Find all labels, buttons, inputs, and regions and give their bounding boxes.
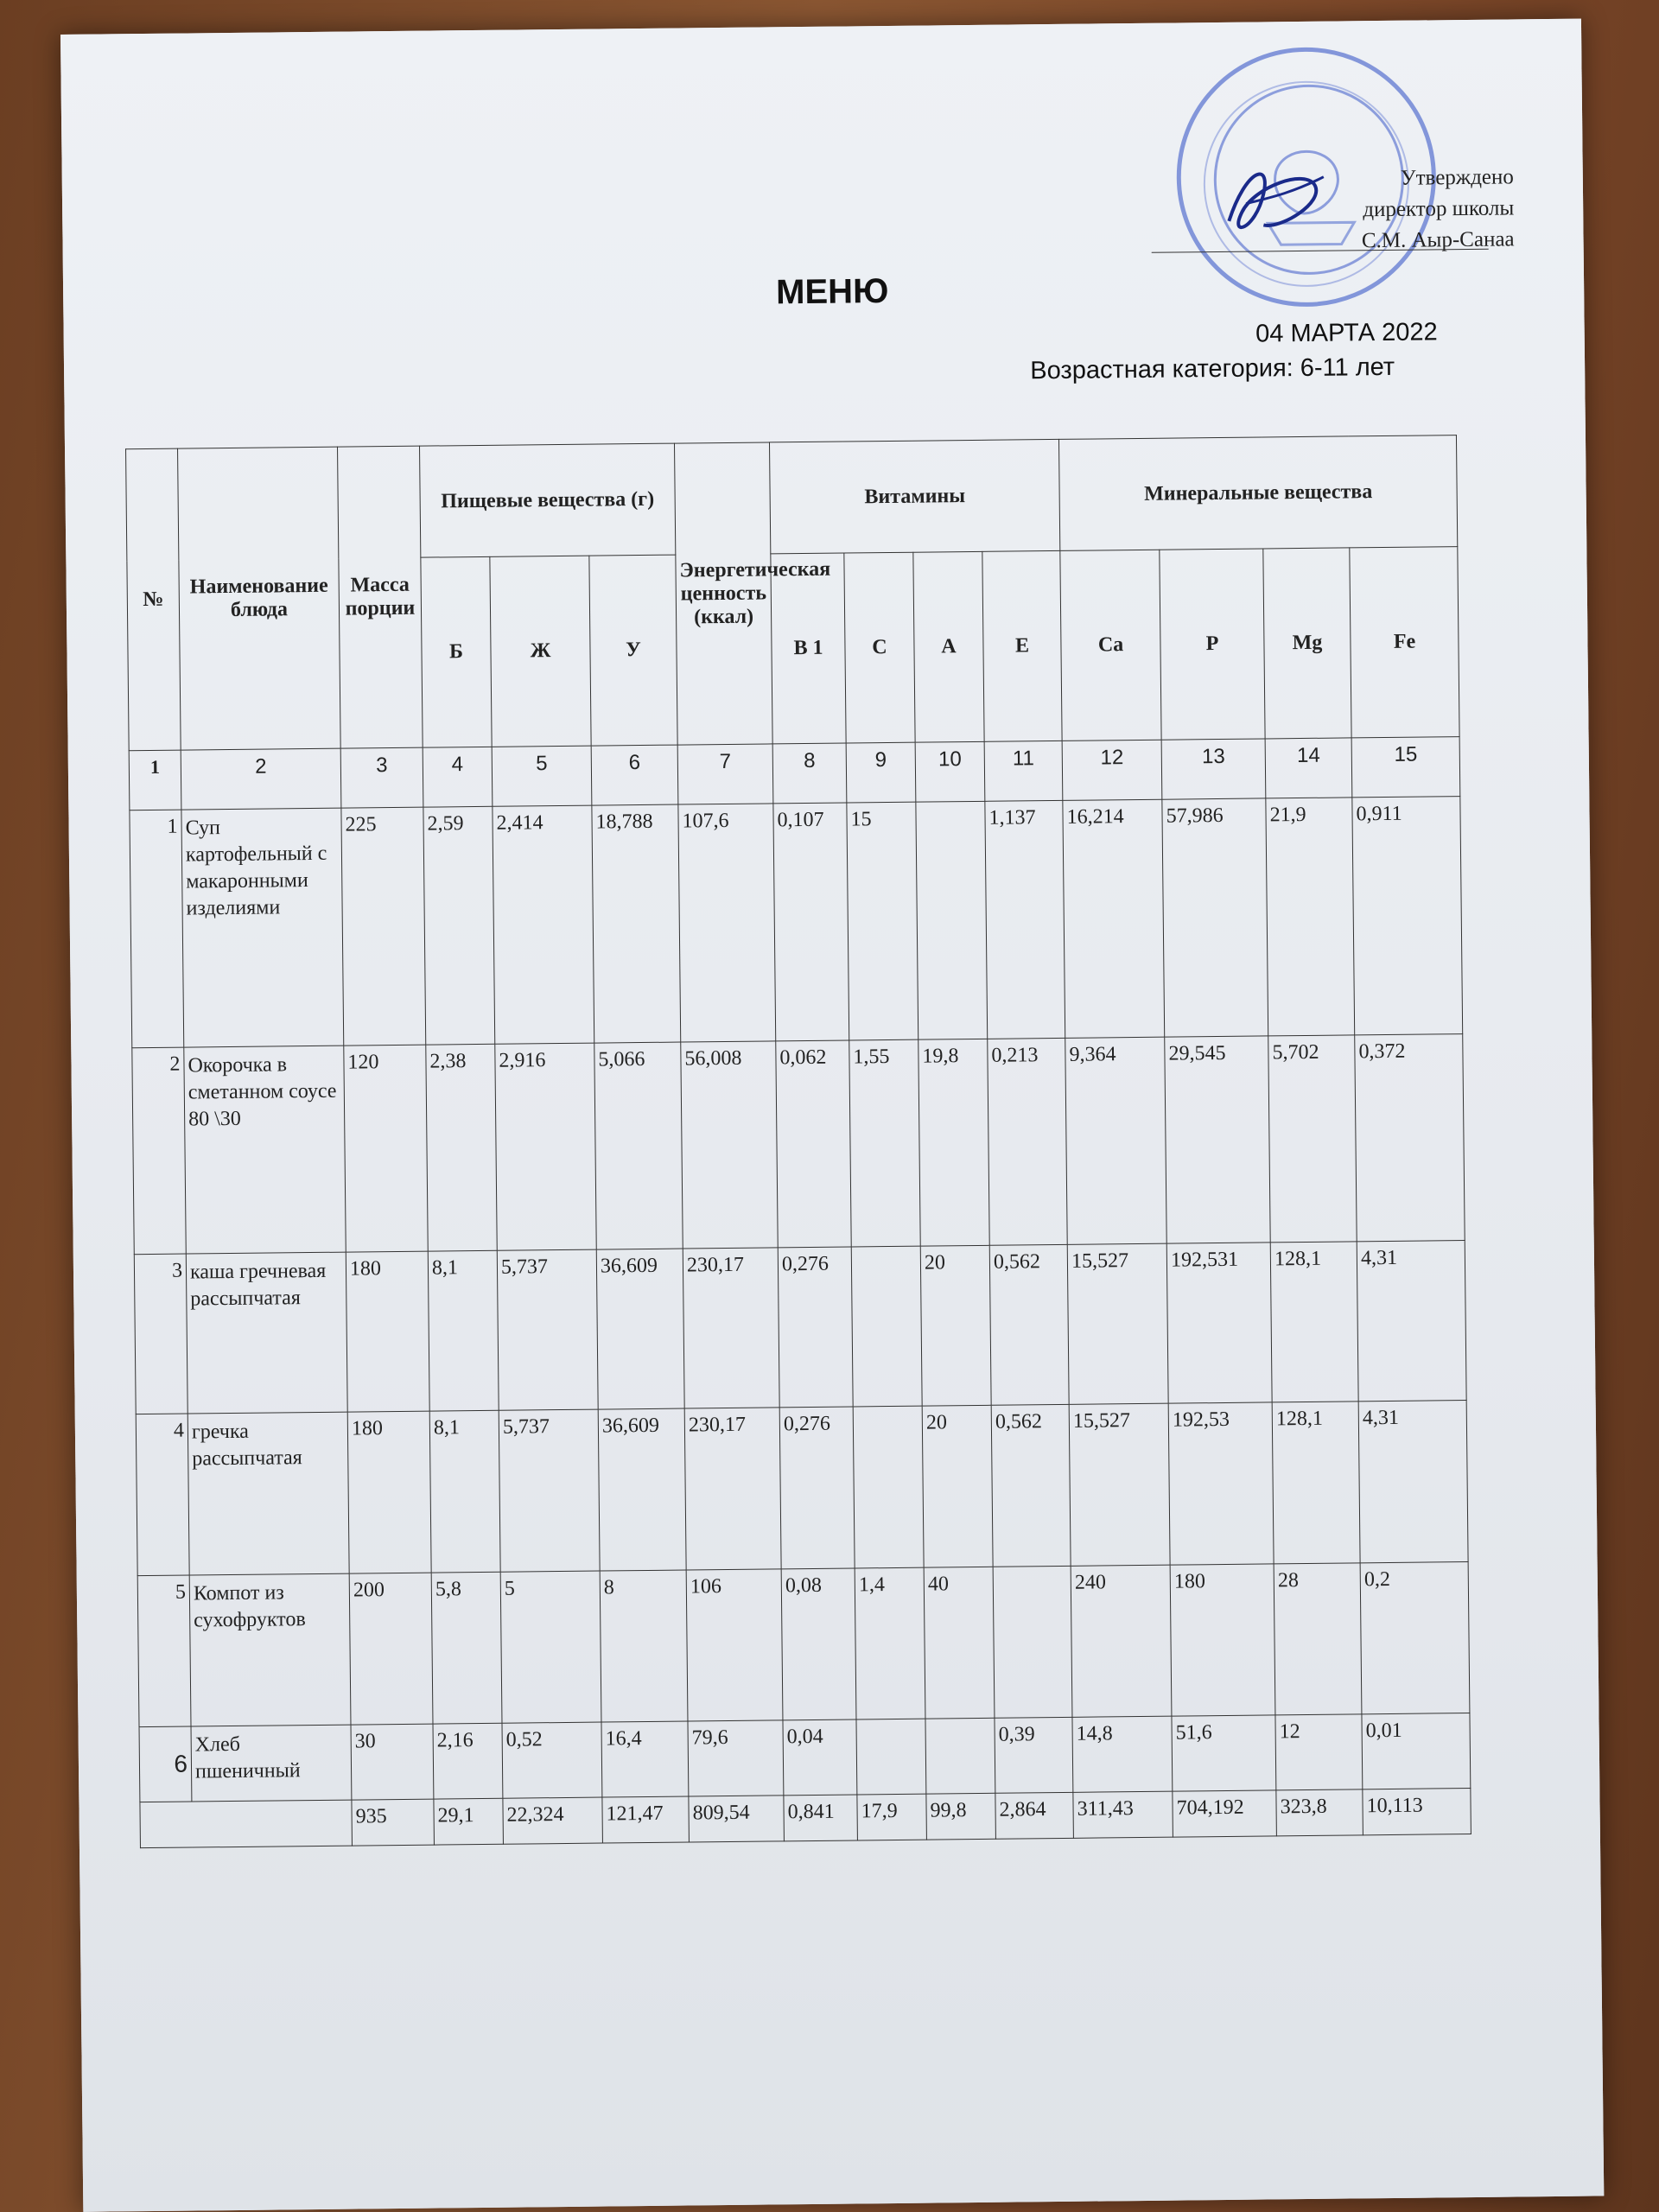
cell-vitamin-a: 19,8 bbox=[918, 1039, 989, 1246]
column-number: 2 bbox=[181, 748, 341, 810]
cell-fat: 5,737 bbox=[497, 1249, 598, 1410]
cell-vitamin-b1: 0,08 bbox=[781, 1568, 856, 1720]
cell-carbs: 5,066 bbox=[594, 1042, 683, 1249]
dish-name: Суп картофельный с макаронными изделиями bbox=[181, 808, 344, 1047]
cell-magnesium: 21,9 bbox=[1266, 798, 1355, 1036]
header-vitamin-e: Е bbox=[982, 550, 1062, 741]
cell-energy: 106 bbox=[686, 1569, 783, 1721]
cell-iron: 0,911 bbox=[1352, 797, 1463, 1035]
header-iron: Fe bbox=[1350, 547, 1459, 738]
cell-carbs: 36,609 bbox=[598, 1408, 686, 1571]
header-vitamin-c: С bbox=[844, 552, 915, 743]
cell-mass: 225 bbox=[341, 807, 426, 1046]
approval-position: директор школы bbox=[1363, 196, 1515, 222]
total-calcium: 311,43 bbox=[1073, 1791, 1173, 1838]
column-number: 4 bbox=[423, 747, 493, 807]
cell-fat: 2,916 bbox=[495, 1043, 596, 1250]
cell-vitamin-c bbox=[853, 1406, 924, 1568]
table-row bbox=[134, 1241, 1466, 1414]
column-number: 5 bbox=[492, 746, 592, 806]
cell-vitamin-e: 0,562 bbox=[991, 1404, 1071, 1567]
cell-vitamin-a: 20 bbox=[920, 1245, 991, 1406]
header-vitamin-a: А bbox=[913, 551, 984, 742]
column-number: 11 bbox=[984, 741, 1063, 801]
cell-vitamin-b1: 0,062 bbox=[776, 1040, 851, 1248]
cell-magnesium: 12 bbox=[1275, 1714, 1363, 1790]
total-mass: 935 bbox=[352, 1799, 435, 1846]
cell-calcium: 16,214 bbox=[1063, 799, 1165, 1038]
cell-mass: 30 bbox=[351, 1724, 434, 1800]
director-signature bbox=[1211, 151, 1332, 247]
column-number: 15 bbox=[1351, 737, 1460, 798]
cell-fat: 0,52 bbox=[502, 1722, 602, 1798]
total-energy: 809,54 bbox=[689, 1796, 785, 1842]
dish-name: гречка рассыпчатая bbox=[188, 1412, 349, 1575]
row-index: 4 bbox=[136, 1414, 189, 1576]
total-magnesium: 323,8 bbox=[1276, 1789, 1363, 1836]
column-number: 1 bbox=[129, 750, 181, 810]
table-row bbox=[136, 1401, 1468, 1576]
column-number: 12 bbox=[1062, 740, 1162, 800]
cell-iron: 4,31 bbox=[1357, 1241, 1466, 1402]
cell-protein: 2,59 bbox=[423, 806, 495, 1045]
menu-sheet bbox=[60, 19, 1604, 2212]
cell-fat: 5,737 bbox=[499, 1409, 600, 1572]
cell-iron: 4,31 bbox=[1358, 1401, 1468, 1563]
header-vitamin-b1: В 1 bbox=[771, 553, 846, 744]
header-dish-name: Наименование блюда bbox=[178, 447, 341, 750]
cell-vitamin-b1: 0,04 bbox=[783, 1719, 857, 1796]
cell-calcium: 14,8 bbox=[1072, 1716, 1173, 1792]
header-magnesium: Mg bbox=[1263, 548, 1351, 739]
table-row bbox=[137, 1562, 1470, 1727]
cell-energy: 56,008 bbox=[681, 1041, 778, 1249]
cell-calcium: 15,527 bbox=[1069, 1403, 1170, 1566]
cell-protein: 2,38 bbox=[426, 1044, 497, 1251]
cell-vitamin-a bbox=[925, 1718, 995, 1794]
page-title: МЕНЮ bbox=[775, 271, 889, 312]
cell-iron: 0,2 bbox=[1360, 1562, 1470, 1714]
column-number: 14 bbox=[1265, 738, 1352, 798]
total-fat: 22,324 bbox=[503, 1797, 603, 1844]
column-number: 9 bbox=[846, 742, 916, 803]
cell-energy: 230,17 bbox=[683, 1248, 779, 1408]
age-category: Возрастная категория: 6-11 лет bbox=[1030, 353, 1395, 385]
table-row bbox=[139, 1713, 1471, 1802]
row-index: 6 bbox=[139, 1726, 192, 1802]
menu-table bbox=[125, 435, 1471, 1848]
cell-carbs: 8 bbox=[600, 1570, 688, 1722]
header-protein: Б bbox=[421, 556, 492, 747]
total-protein: 29,1 bbox=[434, 1798, 504, 1845]
header-vitamins: Витамины bbox=[770, 439, 1060, 554]
cell-carbs: 18,788 bbox=[592, 804, 681, 1043]
cell-energy: 230,17 bbox=[684, 1408, 781, 1570]
total-label-cell bbox=[140, 1800, 353, 1848]
column-number: 8 bbox=[772, 743, 847, 804]
cell-phosphorus: 192,531 bbox=[1166, 1243, 1272, 1403]
dish-name: Окорочка в сметанном соусе 80 \30 bbox=[184, 1046, 346, 1254]
column-number: 10 bbox=[915, 741, 985, 802]
cell-vitamin-e: 0,213 bbox=[988, 1038, 1068, 1245]
total-vitamin-a: 99,8 bbox=[926, 1793, 996, 1840]
total-vitamin-b1: 0,841 bbox=[784, 1795, 858, 1841]
column-number: 7 bbox=[677, 744, 773, 804]
cell-magnesium: 28 bbox=[1274, 1563, 1362, 1715]
cell-vitamin-b1: 0,107 bbox=[773, 803, 849, 1041]
cell-phosphorus: 51,6 bbox=[1172, 1715, 1276, 1791]
table-row bbox=[132, 1034, 1465, 1255]
dish-name: каша гречневая рассыпчатая bbox=[186, 1252, 347, 1414]
cell-mass: 180 bbox=[346, 1251, 429, 1412]
cell-phosphorus: 57,986 bbox=[1162, 798, 1268, 1037]
column-number: 6 bbox=[591, 745, 678, 805]
cell-magnesium: 5,702 bbox=[1268, 1035, 1357, 1243]
cell-carbs: 36,609 bbox=[596, 1249, 684, 1409]
cell-fat: 5 bbox=[500, 1571, 601, 1723]
total-vitamin-e: 2,864 bbox=[995, 1792, 1074, 1839]
total-vitamin-c: 17,9 bbox=[857, 1794, 927, 1840]
cell-vitamin-c bbox=[856, 1719, 926, 1795]
cell-energy: 107,6 bbox=[678, 804, 776, 1042]
dish-name: Компот из сухофруктов bbox=[189, 1573, 351, 1726]
row-index: 5 bbox=[137, 1575, 191, 1727]
column-number: 3 bbox=[340, 747, 423, 808]
cell-iron: 0,372 bbox=[1355, 1034, 1465, 1242]
approval-label: Утверждено bbox=[1400, 165, 1514, 190]
header-fat: Ж bbox=[490, 556, 591, 747]
cell-protein: 8,1 bbox=[429, 1410, 500, 1573]
header-num: № bbox=[126, 448, 181, 751]
column-number: 13 bbox=[1161, 739, 1266, 799]
table-row bbox=[130, 797, 1463, 1048]
cell-magnesium: 128,1 bbox=[1270, 1242, 1358, 1402]
cell-iron: 0,01 bbox=[1362, 1713, 1471, 1789]
cell-vitamin-e: 0,39 bbox=[995, 1717, 1073, 1793]
header-portion-mass: Масса порции bbox=[338, 446, 423, 748]
cell-vitamin-a: 20 bbox=[922, 1405, 993, 1567]
cell-vitamin-b1: 0,276 bbox=[779, 1407, 855, 1569]
cell-phosphorus: 192,53 bbox=[1168, 1402, 1274, 1565]
cell-phosphorus: 180 bbox=[1170, 1564, 1275, 1716]
cell-protein: 5,8 bbox=[431, 1572, 502, 1724]
approval-director-name: С.М. Аыр-Санаа bbox=[1361, 227, 1515, 253]
cell-phosphorus: 29,545 bbox=[1165, 1036, 1270, 1243]
cell-carbs: 16,4 bbox=[601, 1721, 689, 1797]
cell-vitamin-a bbox=[916, 801, 988, 1039]
header-phosphorus: P bbox=[1160, 549, 1265, 740]
header-carbs: У bbox=[589, 555, 677, 746]
cell-vitamin-a: 40 bbox=[924, 1567, 995, 1719]
cell-mass: 180 bbox=[347, 1411, 431, 1573]
header-minerals: Минеральные вещества bbox=[1059, 435, 1458, 551]
cell-vitamin-e: 1,137 bbox=[985, 800, 1065, 1039]
total-carbs: 121,47 bbox=[602, 1796, 690, 1843]
cell-vitamin-c: 1,4 bbox=[855, 1567, 925, 1719]
cell-vitamin-c bbox=[851, 1246, 922, 1407]
cell-vitamin-e bbox=[993, 1566, 1072, 1718]
cell-protein: 2,16 bbox=[433, 1723, 503, 1799]
cell-calcium: 9,364 bbox=[1065, 1037, 1166, 1244]
cell-calcium: 15,527 bbox=[1067, 1243, 1168, 1404]
cell-magnesium: 128,1 bbox=[1272, 1402, 1360, 1564]
cell-vitamin-b1: 0,276 bbox=[778, 1247, 853, 1408]
dish-name: Хлеб пшеничный bbox=[191, 1725, 352, 1802]
cell-vitamin-c: 1,55 bbox=[849, 1039, 920, 1247]
cell-mass: 200 bbox=[349, 1573, 433, 1725]
header-calcium: Ca bbox=[1060, 550, 1161, 741]
row-index: 1 bbox=[130, 810, 184, 1048]
total-iron: 10,113 bbox=[1363, 1789, 1471, 1835]
cell-calcium: 240 bbox=[1071, 1565, 1172, 1717]
header-nutrients: Пищевые вещества (г) bbox=[420, 443, 676, 557]
row-index: 2 bbox=[132, 1047, 186, 1255]
cell-vitamin-e: 0,562 bbox=[989, 1244, 1069, 1405]
menu-date: 04 МАРТА 2022 bbox=[1255, 318, 1438, 348]
cell-fat: 2,414 bbox=[493, 805, 594, 1044]
cell-mass: 120 bbox=[344, 1045, 428, 1252]
cell-protein: 8,1 bbox=[428, 1250, 499, 1411]
header-energy: Энергетическая ценность (ккал) bbox=[675, 442, 773, 745]
row-index: 3 bbox=[134, 1254, 188, 1414]
cell-energy: 79,6 bbox=[688, 1720, 784, 1796]
cell-vitamin-c: 15 bbox=[847, 802, 918, 1040]
approval-block bbox=[1361, 162, 1515, 257]
total-phosphorus: 704,192 bbox=[1173, 1790, 1277, 1837]
